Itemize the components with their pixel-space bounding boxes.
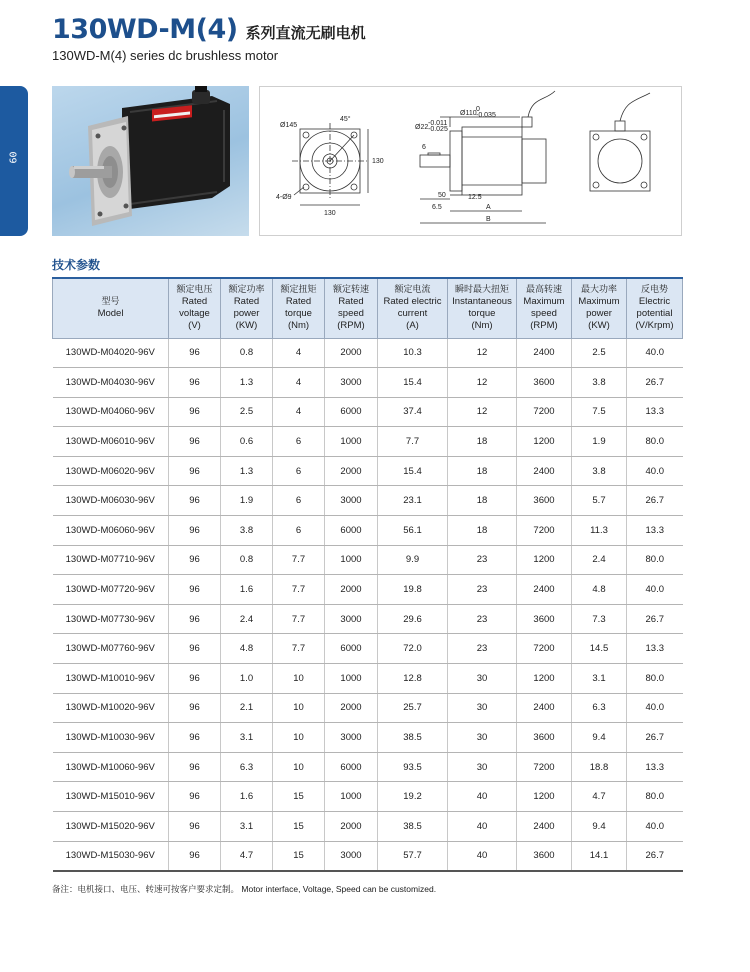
table-cell: 4 xyxy=(273,338,325,368)
table-cell: 14.1 xyxy=(572,841,627,871)
table-cell: 6.3 xyxy=(572,693,627,723)
table-cell: 40.0 xyxy=(627,338,683,368)
table-cell: 18 xyxy=(448,427,517,457)
table-cell: 40 xyxy=(448,812,517,842)
column-header xyxy=(378,278,448,338)
table-body xyxy=(53,338,683,871)
table-cell: 30 xyxy=(448,664,517,694)
table-cell: 10.3 xyxy=(378,338,448,368)
motor-illustration xyxy=(52,86,249,236)
table-cell: 18 xyxy=(448,516,517,546)
table-cell: 2.4 xyxy=(572,545,627,575)
table-cell: 3.1 xyxy=(221,723,273,753)
table-cell: 1200 xyxy=(517,427,572,457)
page-number: 09 xyxy=(6,151,18,164)
table-cell: 18.8 xyxy=(572,752,627,782)
model-cell: 130WD-M10020-96V xyxy=(53,693,169,723)
table-cell: 26.7 xyxy=(627,841,683,871)
table-cell: 3000 xyxy=(325,604,378,634)
table-cell: 96 xyxy=(169,545,221,575)
table-cell: 1.3 xyxy=(221,368,273,398)
table-cell: 1.9 xyxy=(572,427,627,457)
table-cell: 3600 xyxy=(517,486,572,516)
table-cell: 2400 xyxy=(517,812,572,842)
table-cell: 3.8 xyxy=(572,368,627,398)
column-header-line: torque xyxy=(285,308,312,320)
motor-photo xyxy=(52,86,249,236)
dim-label-130-side: 130 xyxy=(372,158,384,165)
table-cell: 15.4 xyxy=(378,456,448,486)
table-cell: 30 xyxy=(448,723,517,753)
dim-label-pilot-d110: Ø110 xyxy=(460,110,477,117)
table-cell: 3600 xyxy=(517,723,572,753)
table-cell: 15 xyxy=(273,812,325,842)
column-header-line: (A) xyxy=(406,320,419,332)
table-cell: 57.7 xyxy=(378,841,448,871)
table-cell: 40.0 xyxy=(627,812,683,842)
table-cell: 30 xyxy=(448,693,517,723)
table-cell: 2000 xyxy=(325,456,378,486)
table-cell: 7.7 xyxy=(378,427,448,457)
table-cell: 13.3 xyxy=(627,397,683,427)
table-cell: 1000 xyxy=(325,427,378,457)
column-header-line: current xyxy=(397,308,428,320)
dim-label-12-5: 12.5 xyxy=(468,194,482,201)
table-cell: 1200 xyxy=(517,545,572,575)
table-cell: 12 xyxy=(448,397,517,427)
dim-label-shaft-d22: Ø22 xyxy=(415,124,429,131)
table-cell: 2.5 xyxy=(572,338,627,368)
table-cell: 93.5 xyxy=(378,752,448,782)
model-cell: 130WD-M04020-96V xyxy=(53,338,169,368)
table-cell: 7.7 xyxy=(273,634,325,664)
table-cell: 0.6 xyxy=(221,427,273,457)
table-cell: 26.7 xyxy=(627,368,683,398)
table-cell: 40 xyxy=(448,841,517,871)
column-header-line: Maximum xyxy=(523,296,565,308)
page-header xyxy=(52,14,366,63)
dim-label-key6: 6 xyxy=(422,144,426,151)
table-cell: 0.8 xyxy=(221,545,273,575)
column-header-cn: 瞬时最大扭矩 xyxy=(454,285,509,296)
column-header-line: (RPM) xyxy=(530,320,558,332)
page-side-tab xyxy=(0,86,28,236)
table-cell: 96 xyxy=(169,693,221,723)
table-row xyxy=(53,575,683,605)
table-cell: 23 xyxy=(448,634,517,664)
column-header-cn: 最大功率 xyxy=(580,285,617,296)
column-header-line: speed xyxy=(531,308,557,320)
column-header-line: (KW) xyxy=(235,320,258,332)
dim-label-d22-tol-lower: -0.025 xyxy=(428,126,448,133)
dimension-drawing-svg xyxy=(260,87,683,237)
column-header-line: Rated electric xyxy=(383,296,442,308)
table-cell: 96 xyxy=(169,486,221,516)
dim-label-d110-tol-upper: 0 xyxy=(476,106,480,113)
table-cell: 19.8 xyxy=(378,575,448,605)
table-cell: 2400 xyxy=(517,575,572,605)
table-cell: 25.7 xyxy=(378,693,448,723)
table-row xyxy=(53,841,683,871)
table-cell: 9.4 xyxy=(572,812,627,842)
column-header-cn: 额定电压 xyxy=(176,285,213,296)
dim-label-holes: 4-Ø9 xyxy=(276,194,292,201)
table-cell: 0.8 xyxy=(221,338,273,368)
column-header xyxy=(572,278,627,338)
column-header-line: Maximum xyxy=(578,296,620,308)
table-cell: 72.0 xyxy=(378,634,448,664)
table-cell: 1000 xyxy=(325,664,378,694)
column-header xyxy=(325,278,378,338)
column-header-line: Rated xyxy=(285,296,312,308)
table-row xyxy=(53,545,683,575)
dimension-drawing xyxy=(259,86,682,236)
table-cell: 5.7 xyxy=(572,486,627,516)
table-cell: 26.7 xyxy=(627,723,683,753)
table-cell: 11.3 xyxy=(572,516,627,546)
table-cell: 13.3 xyxy=(627,752,683,782)
table-cell: 1000 xyxy=(325,545,378,575)
title-line xyxy=(52,14,366,45)
spec-table xyxy=(52,277,683,872)
column-header-cn: 额定转速 xyxy=(332,285,369,296)
table-cell: 40.0 xyxy=(627,575,683,605)
table-cell: 96 xyxy=(169,841,221,871)
column-header xyxy=(627,278,683,338)
table-cell: 4.7 xyxy=(572,782,627,812)
table-cell: 15 xyxy=(273,841,325,871)
table-cell: 3600 xyxy=(517,604,572,634)
table-cell: 3.1 xyxy=(221,812,273,842)
model-cell: 130WD-M15030-96V xyxy=(53,841,169,871)
table-cell: 4 xyxy=(273,397,325,427)
table-cell: 96 xyxy=(169,723,221,753)
column-header xyxy=(169,278,221,338)
column-header-cn: 反电势 xyxy=(640,285,668,296)
page-title-cn: 系列直流无刷电机 xyxy=(245,24,366,42)
table-row xyxy=(53,338,683,368)
column-header xyxy=(53,278,169,338)
table-cell: 2400 xyxy=(517,693,572,723)
column-header-line: (KW) xyxy=(588,320,610,332)
table-cell: 1.0 xyxy=(221,664,273,694)
column-header-line: 型号 xyxy=(101,297,120,308)
model-cell: 130WD-M07730-96V xyxy=(53,604,169,634)
table-cell: 10 xyxy=(273,664,325,694)
table-cell: 96 xyxy=(169,752,221,782)
table-cell: 1000 xyxy=(325,782,378,812)
table-cell: 2000 xyxy=(325,575,378,605)
table-cell: 3600 xyxy=(517,841,572,871)
table-cell: 6000 xyxy=(325,634,378,664)
table-cell: 6 xyxy=(273,427,325,457)
table-cell: 2.1 xyxy=(221,693,273,723)
section-title: 技术参数 xyxy=(52,258,101,272)
table-cell: 56.1 xyxy=(378,516,448,546)
table-cell: 10 xyxy=(273,723,325,753)
table-cell: 10 xyxy=(273,752,325,782)
table-row xyxy=(53,427,683,457)
table-cell: 7.7 xyxy=(273,604,325,634)
table-cell: 1.6 xyxy=(221,575,273,605)
table-cell: 4.8 xyxy=(572,575,627,605)
model-cell: 130WD-M04030-96V xyxy=(53,368,169,398)
model-cell: 130WD-M06060-96V xyxy=(53,516,169,546)
column-header-line: (V) xyxy=(188,320,201,332)
model-cell: 130WD-M06020-96V xyxy=(53,456,169,486)
table-cell: 1200 xyxy=(517,782,572,812)
table-row xyxy=(53,516,683,546)
table-cell: 96 xyxy=(169,782,221,812)
table-cell: 23.1 xyxy=(378,486,448,516)
table-cell: 14.5 xyxy=(572,634,627,664)
table-cell: 3.1 xyxy=(572,664,627,694)
table-cell: 7.7 xyxy=(273,545,325,575)
table-cell: 23 xyxy=(448,545,517,575)
table-cell: 7200 xyxy=(517,516,572,546)
table-cell: 80.0 xyxy=(627,782,683,812)
table-cell: 6000 xyxy=(325,516,378,546)
table-cell: 7.3 xyxy=(572,604,627,634)
table-cell: 38.5 xyxy=(378,812,448,842)
table-cell: 96 xyxy=(169,634,221,664)
column-header-line: potential xyxy=(636,308,673,320)
table-cell: 1.9 xyxy=(221,486,273,516)
table-cell: 1.3 xyxy=(221,456,273,486)
column-header-line: Rated xyxy=(181,296,208,308)
table-cell: 30 xyxy=(448,752,517,782)
table-cell: 40.0 xyxy=(627,456,683,486)
model-cell: 130WD-M10030-96V xyxy=(53,723,169,753)
table-cell: 96 xyxy=(169,368,221,398)
table-cell: 7.5 xyxy=(572,397,627,427)
table-cell: 1200 xyxy=(517,664,572,694)
table-cell: 2000 xyxy=(325,338,378,368)
table-cell: 7200 xyxy=(517,397,572,427)
table-cell: 9.9 xyxy=(378,545,448,575)
table-cell: 40 xyxy=(448,782,517,812)
column-header-line: (Nm) xyxy=(287,320,310,332)
table-row xyxy=(53,397,683,427)
table-cell: 40.0 xyxy=(627,693,683,723)
model-cell: 130WD-M15010-96V xyxy=(53,782,169,812)
column-header-cn: 额定扭矩 xyxy=(280,285,317,296)
column-header-line: Instantaneous xyxy=(452,296,512,308)
table-cell: 7.7 xyxy=(273,575,325,605)
table-cell: 3000 xyxy=(325,723,378,753)
table-cell: 18 xyxy=(448,486,517,516)
table-cell: 2000 xyxy=(325,693,378,723)
page-subtitle-en: 130WD-M(4) series dc brushless motor xyxy=(52,48,279,63)
table-cell: 96 xyxy=(169,516,221,546)
dim-label-a: A xyxy=(486,204,491,211)
table-cell: 80.0 xyxy=(627,545,683,575)
footnote xyxy=(52,883,436,895)
table-cell: 12 xyxy=(448,338,517,368)
table-cell: 9.4 xyxy=(572,723,627,753)
model-cell: 130WD-M07760-96V xyxy=(53,634,169,664)
column-header-line: (V/Krpm) xyxy=(635,320,674,332)
table-cell: 6 xyxy=(273,486,325,516)
table-row xyxy=(53,693,683,723)
table-cell: 15 xyxy=(273,782,325,812)
table-cell: 23 xyxy=(448,604,517,634)
table-cell: 3600 xyxy=(517,368,572,398)
table-cell: 6.3 xyxy=(221,752,273,782)
table-cell: 80.0 xyxy=(627,664,683,694)
dim-label-130-bottom: 130 xyxy=(324,210,336,217)
table-cell: 15.4 xyxy=(378,368,448,398)
table-cell: 4.7 xyxy=(221,841,273,871)
table-cell: 96 xyxy=(169,397,221,427)
table-cell: 38.5 xyxy=(378,723,448,753)
table-cell: 26.7 xyxy=(627,486,683,516)
column-header-line: voltage xyxy=(179,308,210,320)
table-cell: 96 xyxy=(169,812,221,842)
table-cell: 3000 xyxy=(325,486,378,516)
column-header-line: Rated xyxy=(338,296,364,308)
table-cell: 96 xyxy=(169,575,221,605)
table-row xyxy=(53,368,683,398)
table-cell: 18 xyxy=(448,456,517,486)
column-header-line: speed xyxy=(338,308,364,320)
table-header-row xyxy=(53,278,683,338)
model-cell: 130WD-M15020-96V xyxy=(53,812,169,842)
table-row xyxy=(53,812,683,842)
footnote-en: Motor interface, Voltage, Speed can be customized. xyxy=(241,884,437,894)
model-cell: 130WD-M10010-96V xyxy=(53,664,169,694)
table-row xyxy=(53,752,683,782)
model-cell: 130WD-M07720-96V xyxy=(53,575,169,605)
table-cell: 4.8 xyxy=(221,634,273,664)
column-header-line: Rated xyxy=(233,296,260,308)
model-cell: 130WD-M04060-96V xyxy=(53,397,169,427)
table-row xyxy=(53,723,683,753)
table-cell: 6000 xyxy=(325,752,378,782)
column-header xyxy=(273,278,325,338)
table-row xyxy=(53,634,683,664)
table-cell: 2000 xyxy=(325,812,378,842)
column-header-line: torque xyxy=(468,308,496,320)
table-row xyxy=(53,664,683,694)
dim-label-d110-tol-lower: -0.035 xyxy=(476,112,496,119)
table-cell: 96 xyxy=(169,338,221,368)
column-header-line: Model xyxy=(97,308,124,320)
column-header xyxy=(221,278,273,338)
table-cell: 12 xyxy=(448,368,517,398)
table-cell: 1.6 xyxy=(221,782,273,812)
table-cell: 12.8 xyxy=(378,664,448,694)
table-cell: 6 xyxy=(273,516,325,546)
table-cell: 96 xyxy=(169,456,221,486)
table-cell: 6000 xyxy=(325,397,378,427)
table-row xyxy=(53,604,683,634)
table-row xyxy=(53,782,683,812)
table-cell: 96 xyxy=(169,664,221,694)
model-cell: 130WD-M10060-96V xyxy=(53,752,169,782)
column-header-line: power xyxy=(586,308,612,320)
dim-label-b: B xyxy=(486,216,491,223)
dim-label-d22-tol-upper: -0.011 xyxy=(428,120,448,127)
table-cell: 80.0 xyxy=(627,427,683,457)
table-cell: 3000 xyxy=(325,841,378,871)
table-cell: 2.4 xyxy=(221,604,273,634)
table-cell: 13.3 xyxy=(627,516,683,546)
column-header xyxy=(517,278,572,338)
footnote-cn: 备注：电机接口、电压、转速可按客户要求定制。 xyxy=(52,885,240,895)
table-cell: 10 xyxy=(273,693,325,723)
table-cell: 3.8 xyxy=(572,456,627,486)
column-header xyxy=(448,278,517,338)
table-cell: 13.3 xyxy=(627,634,683,664)
dim-label-50: 50 xyxy=(438,192,446,199)
table-cell: 2400 xyxy=(517,456,572,486)
model-cell: 130WD-M07710-96V xyxy=(53,545,169,575)
dim-label-d145: Ø145 xyxy=(280,122,298,129)
table-row xyxy=(53,456,683,486)
dim-label-6-5: 6.5 xyxy=(432,204,442,211)
table-cell: 23 xyxy=(448,575,517,605)
table-cell: 26.7 xyxy=(627,604,683,634)
table-cell: 3.8 xyxy=(221,516,273,546)
table-cell: 7200 xyxy=(517,752,572,782)
column-header-line: (Nm) xyxy=(471,320,493,332)
column-header-line: (RPM) xyxy=(337,320,365,332)
table-row xyxy=(53,486,683,516)
column-header-line: power xyxy=(233,308,260,320)
table-cell: 7200 xyxy=(517,634,572,664)
column-header-cn: 额定功率 xyxy=(228,285,265,296)
table-cell: 4 xyxy=(273,368,325,398)
table-cell: 3000 xyxy=(325,368,378,398)
page-title-model: 130WD-M(4) xyxy=(52,14,238,45)
column-header-line: Electric xyxy=(638,296,671,308)
dim-label-angle45: 45° xyxy=(340,116,351,123)
table-cell: 29.6 xyxy=(378,604,448,634)
column-header-cn: 最高转速 xyxy=(525,285,562,296)
table-cell: 96 xyxy=(169,604,221,634)
table-cell: 19.2 xyxy=(378,782,448,812)
table-cell: 96 xyxy=(169,427,221,457)
table-cell: 37.4 xyxy=(378,397,448,427)
column-header-cn: 额定电流 xyxy=(394,285,431,296)
table-cell: 6 xyxy=(273,456,325,486)
model-cell: 130WD-M06030-96V xyxy=(53,486,169,516)
table-cell: 2.5 xyxy=(221,397,273,427)
table-cell: 2400 xyxy=(517,338,572,368)
model-cell: 130WD-M06010-96V xyxy=(53,427,169,457)
